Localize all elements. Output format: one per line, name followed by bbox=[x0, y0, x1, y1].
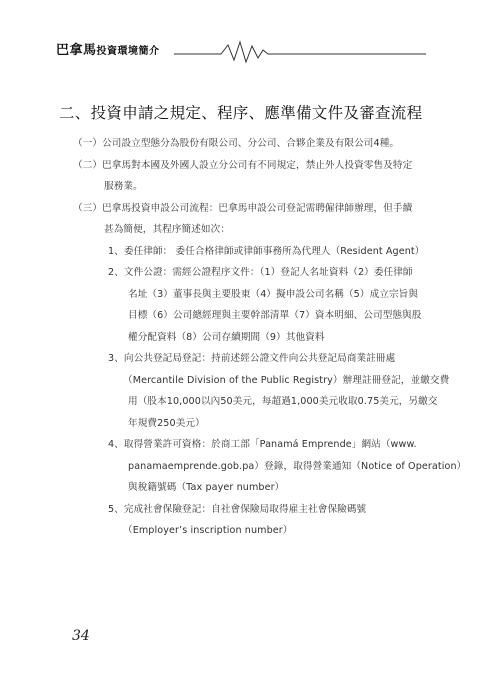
body-line: 權分配資料（8）公司存續期間（9）其他資料 bbox=[128, 332, 325, 343]
body-line: 1、委任律師： 委任合格律師或律師事務所為代理人（Resident Agent） bbox=[108, 246, 425, 257]
body-line: 與稅籍號碼（Tax payer number） bbox=[128, 482, 285, 493]
body-line: 用（股本10,000以內50美元，每超過1,000美元收取0.75美元，另繳交 bbox=[128, 396, 438, 407]
body-line: 2、文件公證：需經公證程序文件：（1）登記人名址資料（2）委任律師 bbox=[108, 267, 413, 278]
page-number: 34 bbox=[72, 628, 90, 644]
header-title bbox=[56, 39, 160, 58]
body-line: （二）巴拿馬對本國及外國人設立分公司有不同規定，禁止外人投資零售及特定 bbox=[73, 160, 413, 171]
section-title: 二、投資申請之規定、程序、應準備文件及審查流程 bbox=[59, 104, 423, 122]
body-line: panamaemprende.gob.pa）登錄，取得營業通知（Notice of Operation） bbox=[128, 461, 467, 472]
running-header bbox=[56, 36, 426, 66]
body-line: 4、取得營業許可資格：於商工部「Panamá Emprende」網站（www. bbox=[108, 439, 417, 450]
body-line: （一）公司設立型態分為股份有限公司、分公司、合夥企業及有限公司4種。 bbox=[73, 138, 400, 149]
header-title-main: 巴拿馬 bbox=[56, 43, 97, 58]
body-line: 服務業。 bbox=[104, 181, 143, 192]
body-line: 5、完成社會保險登記：自社會保險局取得雇主社會保險碼號 bbox=[108, 504, 367, 515]
body-line: （Employer’s inscription number） bbox=[123, 525, 293, 536]
header-title-sub: 投資環境簡介 bbox=[96, 46, 160, 57]
body-line: 3、向公共登記局登記：持前述經公證文件向公共登記局商業註冊處 bbox=[108, 353, 396, 364]
body-line: 目標（6）公司總經理與主要幹部清單（7）資本明細、公司型態與股 bbox=[128, 310, 422, 321]
body-line: 名址（3）董事長與主要股東（4）擬申設公司名稱（5）成立宗旨與 bbox=[128, 289, 419, 300]
body-line: （Mercantile Division of the Public Registry）辦理註冊登記，並繳交費 bbox=[123, 375, 450, 386]
body-line: （三）巴拿馬投資申設公司流程：巴拿馬申設公司登記需聘僱律師辦理，但手續 bbox=[73, 203, 413, 214]
body-line: 年規費250美元） bbox=[128, 418, 205, 429]
body-line: 甚為簡便，其程序簡述如次： bbox=[104, 224, 231, 235]
